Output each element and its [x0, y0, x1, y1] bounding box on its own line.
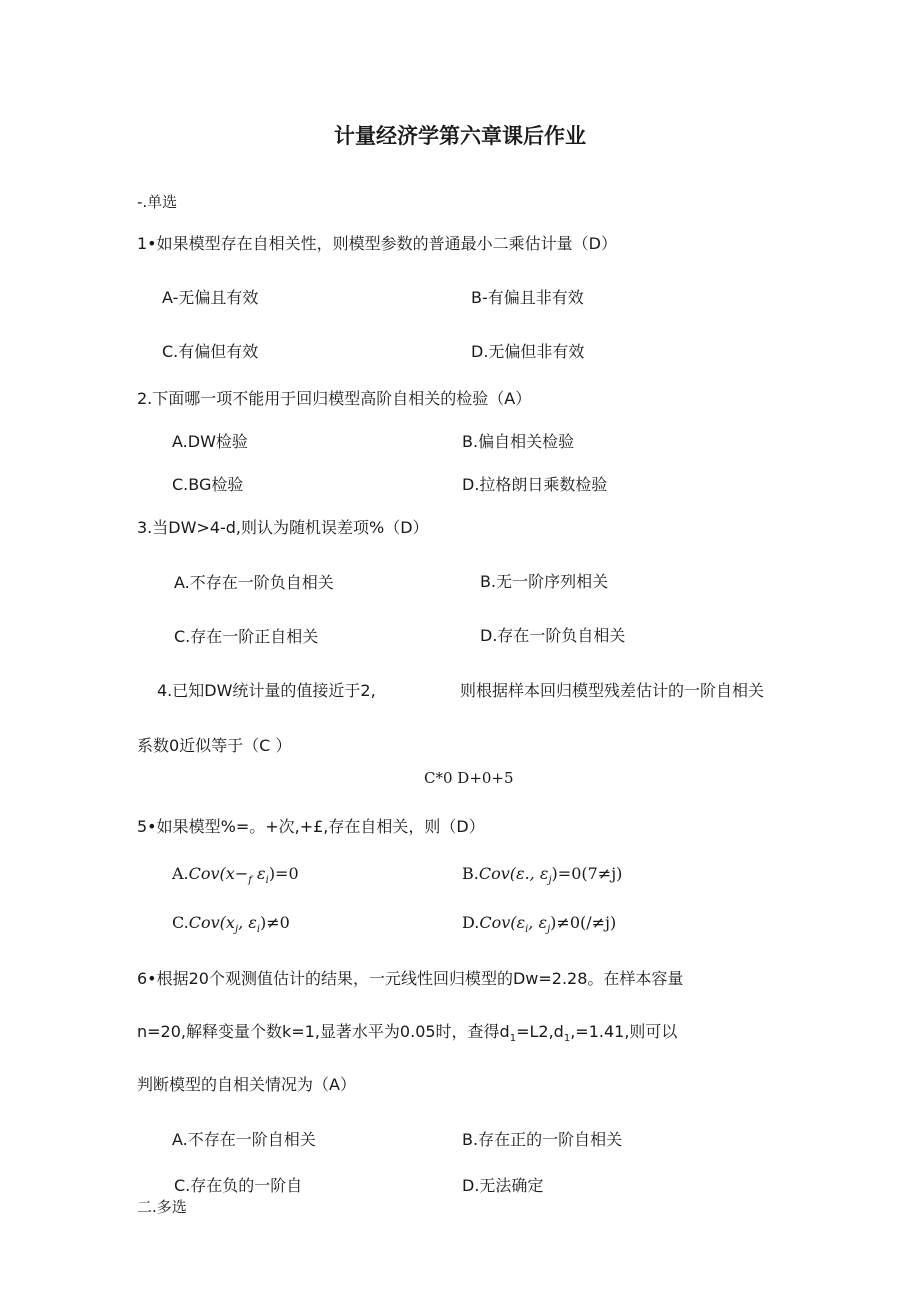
option-letter: D.: [462, 913, 480, 932]
question-2-option-b: B.偏自相关检验: [462, 432, 575, 451]
question-5-stem: 5•如果模型%=。+次,+£,存在自相关，则（D）: [137, 817, 485, 836]
text-run: =L2,d: [516, 1022, 564, 1041]
question-3-option-b: B.无一阶序列相关: [480, 572, 609, 591]
formula: , ε: [528, 913, 548, 932]
question-3-option-c: C.存在一阶正自相关: [174, 627, 319, 646]
formula: Cov(x−: [188, 864, 249, 883]
question-2-option-d: D.拉格朗日乘数检验: [462, 475, 608, 494]
text-run: ,=1.41,则可以: [570, 1022, 678, 1041]
question-5-option-b: [462, 864, 622, 886]
formula: Cov(ε: [479, 913, 526, 932]
section-heading-single-choice: -.单选: [137, 193, 178, 211]
question-5-option-c: [172, 913, 290, 935]
subscript: 1: [563, 1033, 571, 1045]
subscript: j: [548, 875, 552, 887]
question-4-stem-part-2: 则根据样本回归模型残差估计的一阶自相关: [460, 681, 765, 700]
question-2-option-a: A.DW检验: [172, 432, 248, 451]
formula: Cov(x: [188, 913, 235, 932]
subscript: j: [547, 924, 551, 936]
question-6-stem-line-2: [137, 1019, 677, 1044]
formula: ε: [251, 864, 266, 883]
subscript: 1: [509, 1033, 517, 1045]
formula: )≠0(/≠j): [550, 913, 617, 932]
subscript: j: [234, 924, 239, 936]
formula: )=0(7≠j): [551, 864, 623, 883]
question-6-stem-line-1: 6•根据20个观测值估计的结果，一元线性回归模型的Dw=2.28。在样本容量: [137, 969, 684, 988]
section-heading-multiple-choice: 二.多选: [137, 1198, 187, 1216]
question-3-option-d: D.存在一阶负自相关: [480, 626, 626, 645]
question-6-option-c: C.存在负的一阶自: [174, 1176, 303, 1195]
question-1-option-b: B-有偏且非有效: [471, 288, 584, 307]
option-letter: B.: [462, 864, 479, 883]
question-6-stem-line-3: 判断模型的自相关情况为（A）: [137, 1075, 356, 1094]
question-2-stem: 2.下面哪一项不能用于回归模型高阶自相关的检验（A）: [137, 389, 532, 408]
text-run: n=20,解释变量个数k=1,显著水平为0.05时，查得d: [137, 1022, 510, 1041]
question-6-option-a: A.不存在一阶自相关: [172, 1130, 316, 1149]
question-1-option-c: C.有偏但有效: [162, 342, 259, 361]
subscript: i: [525, 924, 529, 936]
question-4-options: C*0 D+0+5: [424, 769, 514, 787]
formula: )=0: [268, 864, 299, 883]
option-letter: A.: [172, 864, 189, 883]
option-letter: C.: [172, 913, 189, 932]
subscript: i: [265, 875, 269, 887]
formula: )≠0: [260, 913, 290, 932]
formula: Cov(ε., ε: [478, 864, 549, 883]
question-6-option-d: D.无法确定: [462, 1176, 544, 1195]
question-1-option-d: D.无偏但非有效: [471, 342, 585, 361]
question-5-option-a: [172, 864, 299, 886]
subscript: i: [256, 924, 261, 936]
question-3-stem: 3.当DW>4-d,则认为随机误差项%（D）: [137, 518, 429, 537]
question-4-stem-part-1: 4.已知DW统计量的值接近于2,: [157, 681, 376, 700]
page-title: 计量经济学第六章课后作业: [334, 124, 586, 148]
subscript: f: [248, 875, 252, 887]
question-5-option-d: [462, 913, 616, 935]
question-3-option-a: A.不存在一阶负自相关: [174, 573, 334, 592]
question-1-option-a: A-无偏且有效: [162, 288, 259, 307]
question-2-option-c: C.BG检验: [172, 475, 244, 494]
question-1-stem: 1•如果模型存在自相关性，则模型参数的普通最小二乘估计量（D）: [137, 234, 617, 253]
question-6-option-b: B.存在正的一阶自相关: [462, 1130, 623, 1149]
question-4-stem-part-3: 系数0近似等于（C ）: [137, 736, 292, 755]
formula: , ε: [238, 913, 257, 932]
